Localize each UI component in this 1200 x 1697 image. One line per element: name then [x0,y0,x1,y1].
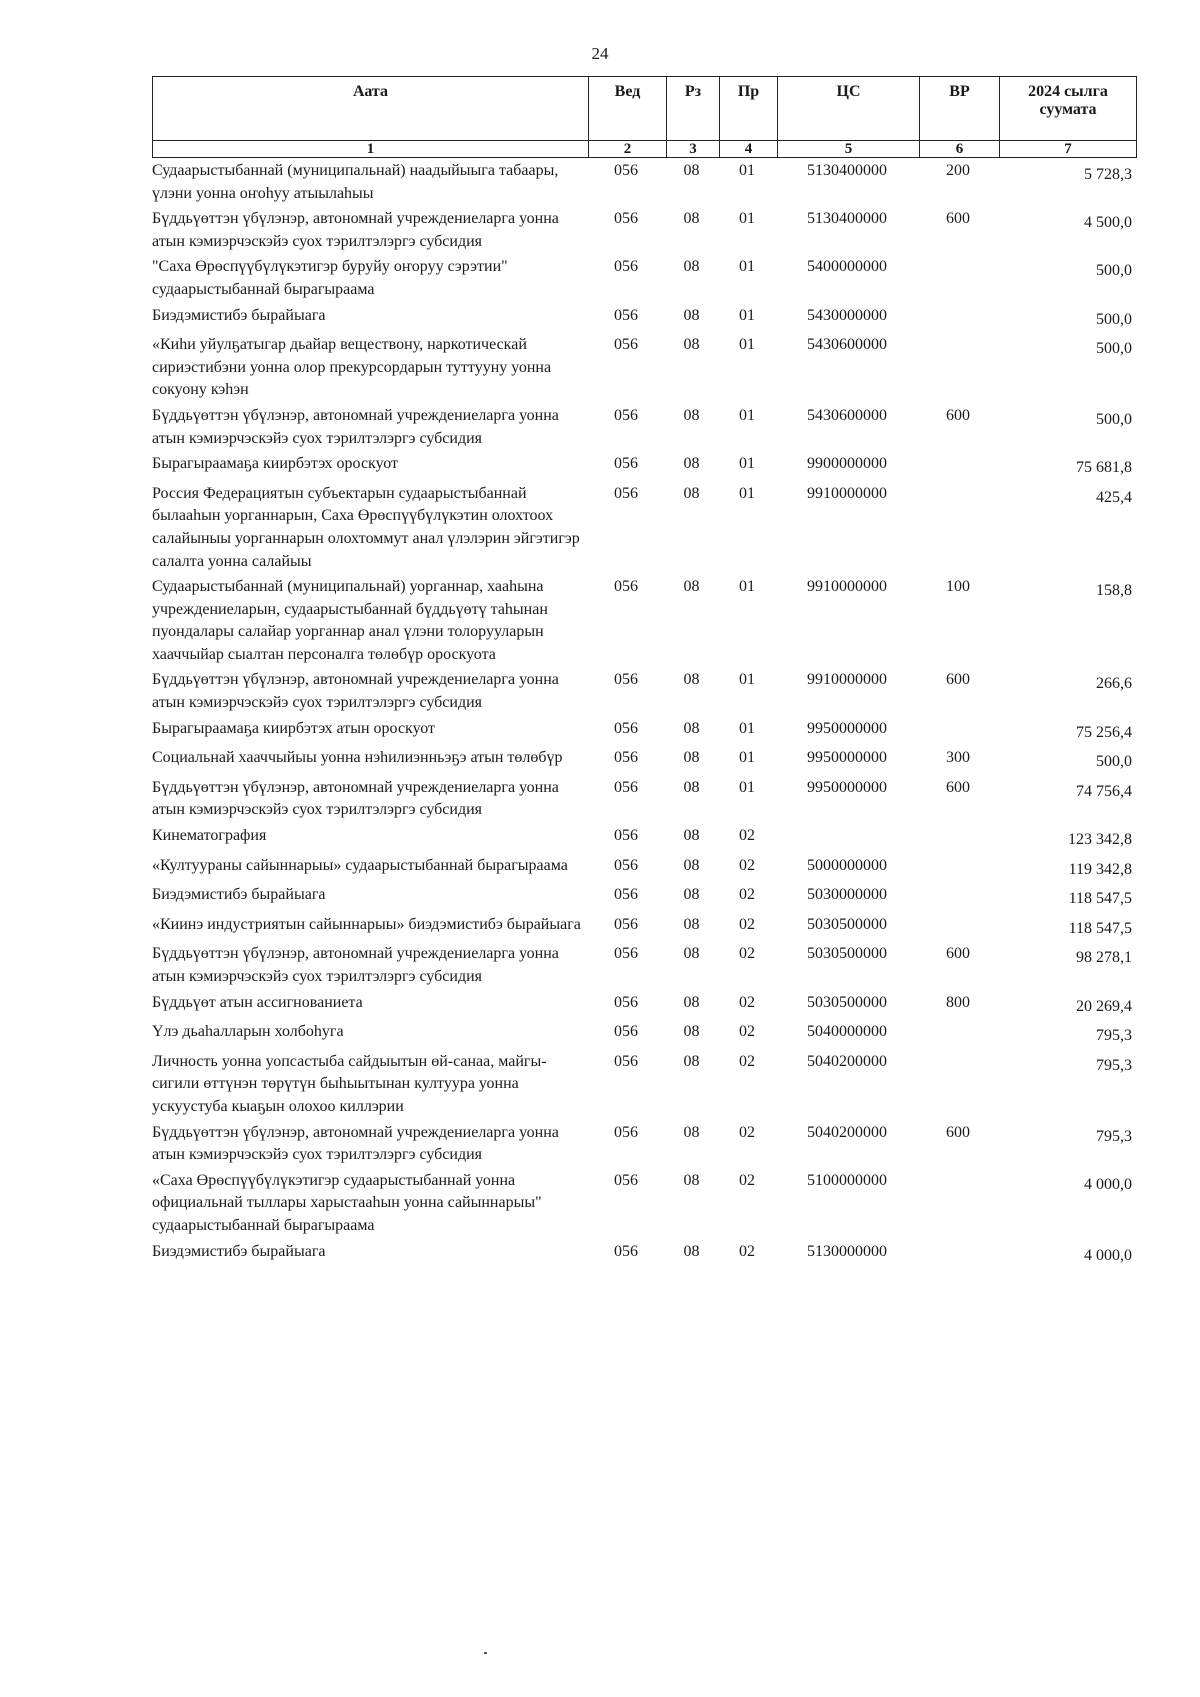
cell-name: Бүддьүөттэн үбүлэнэр, автономнай учреждениеларга уонна атын кэмиэрчэскэйэ суох тэрилтэлэргэ субсидия [152,778,559,819]
cell-rz: 08 [683,1123,700,1141]
cell-ved: 056 [614,945,638,963]
cell-vr [919,855,999,885]
cell-cs: 5040200000 [807,1052,887,1070]
cell-name: Биэдэмистибэ бырайыага [152,886,326,904]
cell-cs: 5030500000 [807,945,887,963]
cell-vr [919,334,999,405]
header-sum: 2024 сылга суумата [1000,77,1137,141]
cell-name: Бырагыраамаҕа киирбэтэх ороскуот [152,455,398,473]
table-row [152,669,1136,717]
cell-ved: 056 [614,778,638,796]
header-col-number: 2 [589,141,667,158]
cell-name: Личность уонна уопсастыба сайдыытын өй-санаа, майгы-сигили өттүнэн төрүтүн быһыытынан култуура уонна ускуустуба кыаҕын олохоо киллэрии [152,1052,547,1115]
table-row [152,334,1136,405]
cell-pr: 02 [739,993,755,1011]
table-header [152,76,1137,158]
cell-cs: 9950000000 [807,749,887,767]
cell-name: Биэдэмистибэ бырайыага [152,1242,326,1260]
cell-rz: 08 [683,671,700,689]
cell-ved: 056 [614,406,638,424]
cell-vr: 600 [946,945,970,963]
cell-rz: 08 [683,578,700,596]
cell-vr [919,914,999,944]
cell-rz: 08 [683,778,700,796]
cell-rz: 08 [683,827,700,845]
cell-vr [919,1170,999,1241]
table-row [152,747,1136,777]
table-row [152,914,1136,944]
table-row [152,943,1136,991]
table-row [152,855,1136,885]
cell-pr: 02 [739,1171,755,1189]
cell-rz: 08 [683,945,700,963]
cell-name: Кинематография [152,827,267,845]
cell-ved: 056 [614,162,638,179]
cell-cs: 5430000000 [807,306,887,324]
cell-sum: 118 547,5 [1068,919,1132,937]
cell-cs: 5130400000 [807,210,887,228]
cell-sum: 425,4 [1096,488,1132,506]
cell-sum: 4 000,0 [1084,1175,1132,1193]
cell-name: «Киинэ индустриятын сайыннарыы» биэдэмистибэ бырайыага [152,915,581,933]
table-row [152,208,1136,256]
cell-cs: 5400000000 [807,258,887,276]
cell-cs: 5030500000 [807,915,887,933]
cell-pr: 02 [739,856,755,874]
cell-rz: 08 [683,1242,700,1260]
cell-pr: 01 [739,258,755,276]
cell-rz: 08 [683,1171,700,1189]
cell-sum: 20 269,4 [1076,997,1132,1015]
page-number: 24 [591,44,609,63]
cell-pr: 02 [739,1052,755,1070]
cell-pr: 01 [739,484,755,502]
cell-cs: 9950000000 [807,719,887,737]
table-row [152,1241,1136,1271]
cell-sum: 75 681,8 [1076,459,1132,477]
cell-rz: 08 [683,993,700,1011]
cell-vr [919,453,999,483]
header-name: Аата [153,77,589,141]
cell-cs: 9910000000 [807,671,887,689]
cell-rz: 08 [683,1052,700,1070]
cell-sum: 795,3 [1096,1027,1132,1045]
cell-ved: 056 [614,749,638,767]
cell-ved: 056 [614,258,638,276]
table-row [152,1051,1136,1122]
cell-sum: 500,0 [1096,262,1132,280]
cell-vr [919,1241,999,1271]
cell-cs [777,825,919,855]
cell-pr: 01 [739,719,755,737]
cell-vr: 600 [946,1123,970,1141]
cell-ved: 056 [614,1023,638,1041]
cell-cs: 9910000000 [807,578,887,596]
table-row [152,483,1136,576]
cell-pr: 02 [739,1123,755,1141]
table-row [152,256,1136,304]
cell-ved: 056 [614,1123,638,1141]
cell-cs: 5000000000 [807,856,887,874]
cell-ved: 056 [614,1052,638,1070]
cell-cs: 5430600000 [807,336,887,354]
cell-name: «Киһи уйулҕатыгар дьайар веществону, наркотическай сириэстибэни уонна олор прекурсордарын туттууну уонна сокуону кэһэн [152,336,552,399]
cell-name: «Култуураны сайыннарыы» судаарыстыбаннай бырагыраама [152,856,568,874]
cell-vr: 800 [946,993,970,1011]
header-col-number: 6 [920,141,1000,158]
cell-sum: 4 000,0 [1084,1246,1132,1264]
cell-name: Бүддьүөттэн үбүлэнэр, автономнай учреждениеларга уонна атын кэмиэрчэскэйэ суох тэрилтэлэргэ субсидия [152,210,559,250]
cell-cs: 5430600000 [807,406,887,424]
cell-name: Бырагыраамаҕа киирбэтэх атын ороскуот [152,719,435,737]
cell-vr [919,1021,999,1051]
table-row [152,1122,1136,1170]
header-ved: Вед [589,77,667,141]
cell-sum: 795,3 [1096,1127,1132,1145]
table-row [152,825,1136,855]
table-row [152,992,1136,1022]
cell-sum: 500,0 [1096,410,1132,428]
cell-cs: 5040000000 [807,1023,887,1041]
cell-ved: 056 [614,827,638,845]
cell-pr: 01 [739,162,755,179]
cell-rz: 08 [683,258,700,276]
cell-name: Үлэ дьаһалларын холбоһуга [152,1023,344,1041]
cell-cs: 9950000000 [807,778,887,796]
cell-ved: 056 [614,306,638,324]
cell-name: Бүддьүөт атын ассигнованиета [152,993,363,1011]
cell-sum: 5 728,3 [1084,166,1132,183]
cell-cs: 9910000000 [807,484,887,502]
cell-vr: 100 [946,578,970,596]
cell-ved: 056 [614,993,638,1011]
cell-sum: 500,0 [1096,753,1132,771]
table-row [152,718,1136,748]
cell-vr: 600 [946,778,970,796]
cell-name: Судаарыстыбаннай (муниципальнай) уорганнар, хааһына учреждениеларын, судаарыстыбаннай бүддьүөтү таһынан пуондалары салайар уорганнар анал үлэни толорууларын хааччыйар сыалтан персоналга төлөбүр ороскуота [152,578,548,663]
cell-sum: 266,6 [1096,675,1132,693]
cell-name: Бүддьүөттэн үбүлэнэр, автономнай учреждениеларга уонна атын кэмиэрчэскэйэ суох тэрилтэлэргэ субсидия [152,406,559,447]
scan-speck [484,1652,487,1654]
header-rz: Рз [667,77,720,141]
header-col-number: 7 [1000,141,1137,158]
cell-sum: 123 342,8 [1068,831,1132,849]
table-row [152,305,1136,335]
cell-sum: 158,8 [1096,582,1132,600]
cell-pr: 01 [739,406,755,424]
cell-rz: 08 [683,1023,700,1041]
cell-cs: 5130000000 [807,1242,887,1260]
table-row [152,777,1136,825]
header-cs: ЦС [778,77,920,141]
cell-sum: 119 342,8 [1068,860,1132,878]
cell-ved: 056 [614,578,638,596]
cell-sum: 500,0 [1096,310,1132,328]
cell-rz: 08 [683,306,700,324]
cell-pr: 01 [739,749,755,767]
cell-rz: 08 [683,210,700,228]
cell-ved: 056 [614,886,638,904]
cell-cs: 9900000000 [807,455,887,473]
cell-rz: 08 [683,336,700,354]
table-row [152,884,1136,914]
cell-pr: 01 [739,210,755,228]
header-col-number: 1 [153,141,589,158]
header-col-number: 5 [778,141,920,158]
cell-ved: 056 [614,719,638,737]
cell-pr: 02 [739,1023,755,1041]
cell-sum: 500,0 [1096,340,1132,358]
cell-ved: 056 [614,210,638,228]
cell-ved: 056 [614,915,638,933]
cell-pr: 01 [739,671,755,689]
table-row [152,1021,1136,1051]
cell-sum: 75 256,4 [1076,723,1132,741]
cell-vr: 600 [946,210,970,228]
cell-rz: 08 [683,719,700,737]
cell-rz: 08 [683,455,700,473]
cell-cs: 5130400000 [807,162,887,179]
cell-name: «Саха Өрөспүүбүлүкэтигэр судаарыстыбаннай уонна официальнай тыллары харыстааһын уонна сайыннарыы" судаарыстыбаннай бырагыраама [152,1171,542,1234]
cell-vr [919,825,999,855]
cell-sum: 74 756,4 [1076,782,1132,800]
cell-pr: 01 [739,578,755,596]
cell-pr: 01 [739,455,755,473]
cell-name: Россия Федерациятын субъектарын судаарыстыбаннай былааһын уорганнарын, Саха Өрөспүүбүлүкэтин олохтоох салайыныы уорганнарын олохтоммут анал үлэлэрин эйгэтигэр салалта уонна салайыы [152,484,580,570]
cell-sum: 795,3 [1096,1056,1132,1074]
header-col-number: 4 [720,141,778,158]
cell-ved: 056 [614,856,638,874]
cell-rz: 08 [683,915,700,933]
cell-ved: 056 [614,1171,638,1189]
cell-ved: 056 [614,455,638,473]
cell-pr: 02 [739,945,755,963]
table-row [152,453,1136,483]
cell-cs: 5030000000 [807,886,887,904]
cell-rz: 08 [683,406,700,424]
cell-pr: 02 [739,827,755,845]
cell-vr: 300 [946,749,970,767]
table-row [152,1170,1136,1241]
budget-table [152,160,1136,1270]
cell-ved: 056 [614,336,638,354]
cell-name: Социальнай хааччыйыы уонна нэһилиэнньэҕэ атын төлөбүр [152,749,563,767]
cell-cs: 5100000000 [807,1171,887,1189]
cell-vr [919,256,999,304]
cell-vr [919,884,999,914]
cell-ved: 056 [614,671,638,689]
cell-name: Биэдэмистибэ бырайыага [152,306,326,324]
cell-vr [919,483,999,576]
cell-rz: 08 [683,856,700,874]
cell-sum: 4 500,0 [1084,214,1132,232]
table-row [152,405,1136,453]
cell-pr: 01 [739,306,755,324]
cell-rz: 08 [683,749,700,767]
cell-rz: 08 [683,162,700,179]
table-row [152,160,1136,208]
cell-ved: 056 [614,1242,638,1260]
cell-rz: 08 [683,886,700,904]
cell-vr: 200 [946,162,970,179]
cell-name: Бүддьүөттэн үбүлэнэр, автономнай учреждениеларга уонна атын кэмиэрчэскэйэ суох тэрилтэлэргэ субсидия [152,671,559,712]
header-vr: ВР [920,77,1000,141]
cell-sum: 118 547,5 [1068,890,1132,908]
cell-name: Бүддьүөттэн үбүлэнэр, автономнай учреждениеларга уонна атын кэмиэрчэскэйэ суох тэрилтэлэргэ субсидия [152,1123,559,1164]
cell-vr: 600 [946,671,970,689]
cell-pr: 02 [739,1242,755,1260]
cell-pr: 02 [739,915,755,933]
cell-name: Судаарыстыбаннай (муниципальнай) наадыйыыга табаары, үлэни уонна оҥоһуу атыылаһыы [152,162,559,202]
cell-rz: 08 [683,484,700,502]
cell-pr: 01 [739,778,755,796]
cell-cs: 5030500000 [807,993,887,1011]
header-pr: Пр [720,77,778,141]
cell-sum: 98 278,1 [1076,949,1132,967]
cell-ved: 056 [614,484,638,502]
cell-pr: 01 [739,336,755,354]
cell-pr: 02 [739,886,755,904]
cell-name: "Саха Өрөспүүбүлүкэтигэр буруйу оҥоруу сэрэтии" судаарыстыбаннай бырагыраама [152,258,508,298]
cell-vr [919,1051,999,1122]
cell-vr: 600 [946,406,970,424]
table-row [152,576,1136,669]
cell-cs: 5040200000 [807,1123,887,1141]
header-col-number: 3 [667,141,720,158]
cell-name: Бүддьүөттэн үбүлэнэр, автономнай учреждениеларга уонна атын кэмиэрчэскэйэ суох тэрилтэлэргэ субсидия [152,945,559,985]
cell-vr [919,305,999,335]
cell-vr [919,718,999,748]
